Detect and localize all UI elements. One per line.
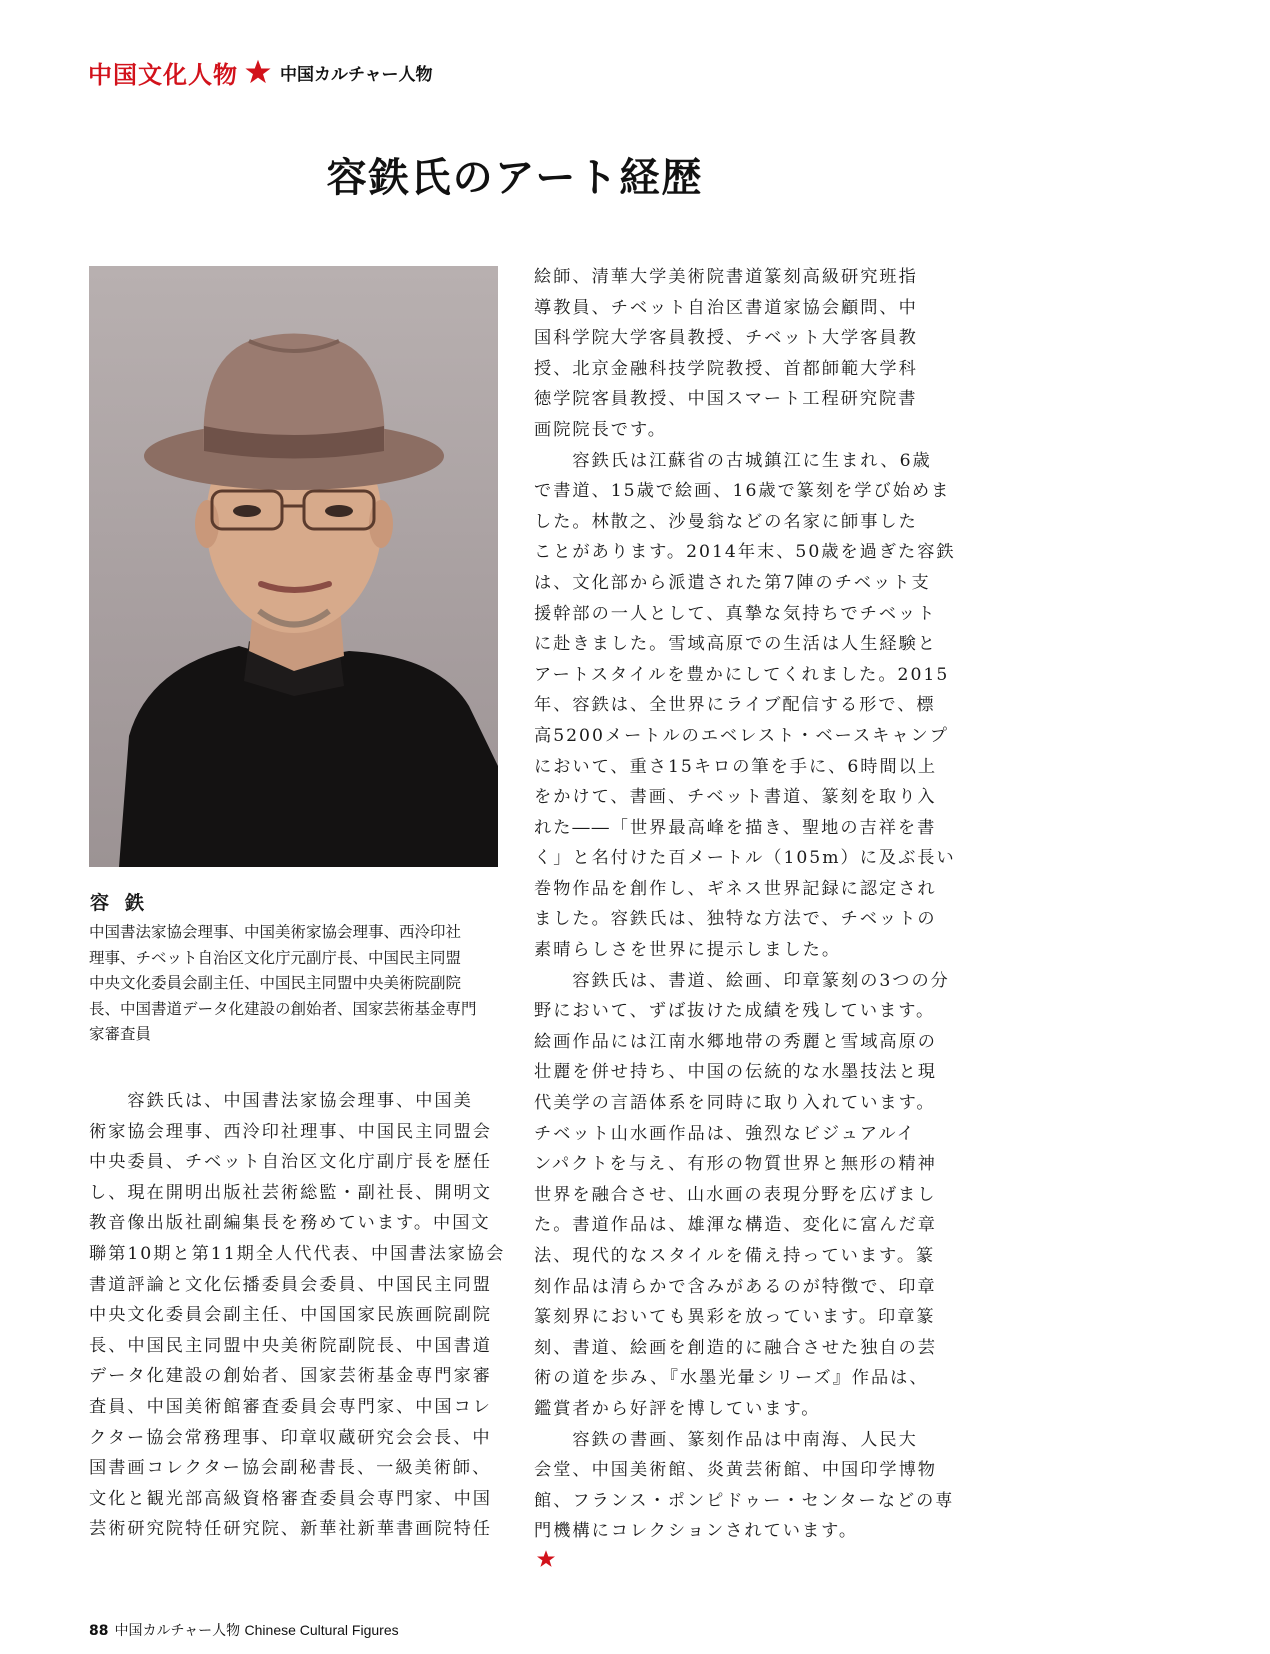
caption-line: 中国書法家協会理事、中国美術家協会理事、西泠印社 xyxy=(89,923,462,941)
caption-line: 長、中国書道データ化建設の創始者、国家芸術基金専門 xyxy=(89,999,477,1018)
body-line: アートスタイルを豊かにしてくれました。2015 xyxy=(534,664,950,685)
body-line: 世界を融合させ、山水画の表現分野を広げまし xyxy=(534,1184,937,1205)
body-column-left xyxy=(89,1086,506,1545)
body-line: 中央委員、チベット自治区文化庁副庁長を歴任 xyxy=(89,1152,492,1173)
body-line: 鑑賞者から好評を博しています。 xyxy=(534,1398,821,1419)
body-line: た。書道作品は、雄渾な構造、変化に富んだ章 xyxy=(534,1215,937,1236)
body-column-right xyxy=(534,262,956,1578)
body-line: く」と名付けた百メートル（105m）に及ぶ長い xyxy=(534,848,956,869)
body-line: 容鉄氏は、中国書法家協会理事、中国美 xyxy=(89,1091,473,1111)
body-line: 野において、ずば抜けた成績を残しています。 xyxy=(534,1001,936,1022)
body-line: 授、北京金融科技学院教授、首都師範大学科 xyxy=(534,358,918,379)
body-line: 絵画作品には江南水郷地帯の秀麗と雪域高原の xyxy=(534,1031,937,1052)
footer-label-ja: 中国カルチャー人物 xyxy=(114,1623,241,1639)
body-line: 刻作品は清らかで含みがあるのが特徴で、印章 xyxy=(534,1276,937,1297)
body-line: れた――「世界最高峰を描き、聖地の吉祥を書 xyxy=(534,817,937,838)
body-line: 館、フランス・ポンピドゥー・センターなどの専 xyxy=(534,1490,955,1511)
portrait-illustration xyxy=(89,266,498,867)
body-line: 壮麗を併せ持ち、中国の伝統的な水墨技法と現 xyxy=(534,1062,937,1083)
body-line: 国科学院大学客員教授、チベット大学客員教 xyxy=(534,328,918,349)
caption-line: 理事、チベット自治区文化庁元副庁長、中国民主同盟 xyxy=(89,948,462,967)
body-line: 画院院長です。 xyxy=(534,419,667,440)
body-line: ことがあります。2014年末、50歳を過ぎた容鉄 xyxy=(534,542,956,563)
profile-caption xyxy=(89,920,499,1048)
name-given: 鉄 xyxy=(125,892,147,914)
body-line: において、重さ15キロの筆を手に、6時間以上 xyxy=(534,756,938,777)
body-line: データ化建設の創始者、国家芸術基金専門家審 xyxy=(89,1366,492,1387)
page-footer xyxy=(89,1620,399,1640)
body-line: した。林散之、沙曼翁などの名家に師事した xyxy=(534,511,918,532)
body-line: 国書画コレクター協会副秘書長、一級美術師、 xyxy=(89,1458,492,1479)
caption-line: 家審査員 xyxy=(89,1025,152,1043)
magazine-brand: 中国文化人物 xyxy=(88,59,238,89)
profile-name xyxy=(90,888,146,915)
star-icon xyxy=(244,58,272,86)
body-line: で書道、15歳で絵画、16歳で篆刻を学び始めま xyxy=(534,481,951,502)
body-line: クター協会常務理事、印章収蔵研究会会長、中 xyxy=(89,1427,492,1448)
body-line: 法、現代的なスタイルを備え持っています。篆 xyxy=(534,1246,936,1266)
body-line-last xyxy=(534,1516,944,1577)
body-line: 書道評論と文化伝播委員会委員、中国民主同盟 xyxy=(89,1274,492,1295)
body-line: 篆刻界においても異彩を放っています。印章篆 xyxy=(534,1307,936,1328)
page-number: 88 xyxy=(89,1623,109,1639)
body-line: 術の道を歩み、『水墨光暈シリーズ』作品は、 xyxy=(534,1368,929,1389)
footer-label-en: Chinese Cultural Figures xyxy=(244,1622,399,1638)
body-line: 絵師、清華大学美術院書道篆刻高級研究班指 xyxy=(534,267,918,287)
body-line: 代美学の言語体系を同時に取り入れています。 xyxy=(534,1093,936,1114)
body-line: 長、中国民主同盟中央美術院副院長、中国書道 xyxy=(89,1335,492,1356)
body-line: 査員、中国美術館審査委員会専門家、中国コレ xyxy=(89,1396,492,1417)
body-line-text: 門機構にコレクションされています。 xyxy=(534,1521,859,1542)
name-family: 容 xyxy=(90,892,112,914)
body-line: 高5200メートルのエベレスト・ベースキャンプ xyxy=(534,725,949,746)
body-line: ました。容鉄氏は、独特な方法で、チベットの xyxy=(534,909,937,930)
body-line: 素晴らしさを世界に提示しました。 xyxy=(534,940,842,961)
body-line: ンパクトを与え、有形の物質世界と無形の精神 xyxy=(534,1154,937,1175)
body-line: 刻、書道、絵画を創造的に融合させた独自の芸 xyxy=(534,1337,937,1358)
body-line: 教音像出版社副編集長を務めています。中国文 xyxy=(89,1213,491,1234)
body-line: 巻物作品を創作し、ギネス世界記録に認定され xyxy=(534,878,937,899)
body-line: 文化と観光部高級資格審査委員会専門家、中国 xyxy=(89,1488,492,1509)
article-title: 容鉄氏のアート経歴 xyxy=(326,154,704,201)
portrait-photo xyxy=(89,266,498,867)
body-line: に赴きました。雪域高原での生活は人生経験と xyxy=(534,634,937,655)
section-label: 中国カルチャー人物 xyxy=(280,64,433,85)
body-line: をかけて、書画、チベット書道、篆刻を取り入 xyxy=(534,787,937,808)
body-line: 芸術研究院特任研究院、新華社新華書画院特任 xyxy=(89,1519,492,1540)
body-line: 年、容鉄は、全世界にライブ配信する形で、標 xyxy=(534,695,936,716)
body-line: 容鉄の書画、篆刻作品は中南海、人民大 xyxy=(534,1429,918,1450)
body-line: 徳学院客員教授、中国スマート工程研究院書 xyxy=(534,389,918,410)
running-header xyxy=(88,54,433,90)
caption-line: 中央文化委員会副主任、中国民主同盟中央美術院副院 xyxy=(89,974,462,992)
body-line: 中央文化委員会副主任、中国国家民族画院副院 xyxy=(89,1305,492,1326)
body-line: 容鉄氏は江蘇省の古城鎮江に生まれ、6歳 xyxy=(534,450,932,471)
body-line: チベット山水画作品は、強烈なビジュアルイ xyxy=(534,1123,916,1144)
body-line: 導教員、チベット自治区書道家協会顧問、中 xyxy=(534,297,918,318)
body-line: 聯第10期と第11期全人代代表、中国書法家協会 xyxy=(89,1243,506,1264)
body-line: 援幹部の一人として、真摯な気持ちでチベット xyxy=(534,603,937,624)
end-star-icon xyxy=(536,1549,556,1569)
body-line: は、文化部から派遣された第7陣のチベット支 xyxy=(534,572,931,593)
body-line: 会堂、中国美術館、炎黄芸術館、中国印学博物 xyxy=(534,1460,937,1481)
body-line: 術家協会理事、西泠印社理事、中国民主同盟会 xyxy=(89,1121,492,1142)
body-line: 容鉄氏は、書道、絵画、印章篆刻の3つの分 xyxy=(534,970,950,991)
body-line: し、現在開明出版社芸術総監・副社長、開明文 xyxy=(89,1182,492,1203)
